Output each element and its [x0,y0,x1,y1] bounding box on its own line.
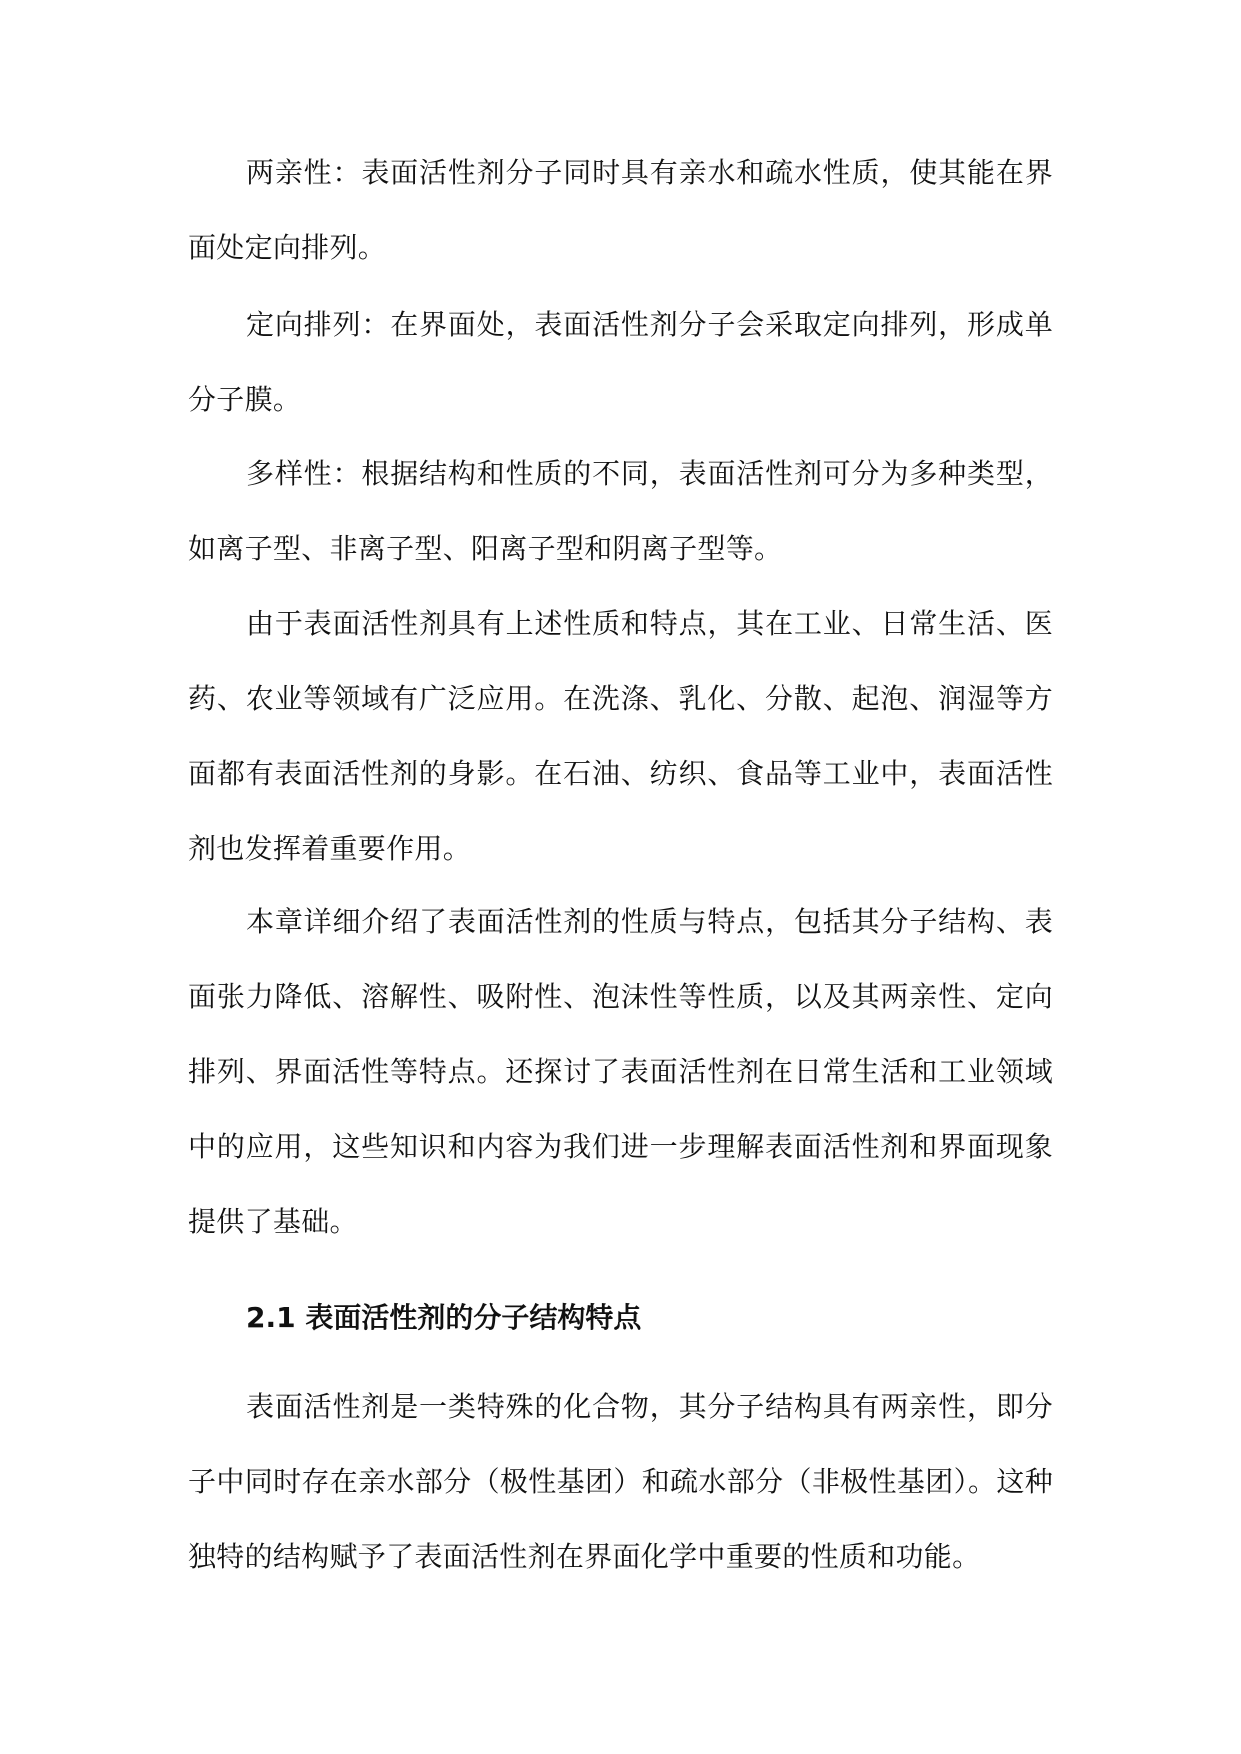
section-heading: 2.1 表面活性剂的分子结构特点 [246,1301,642,1334]
paragraph-applications: 由于表面活性剂具有上述性质和特点，其在工业、日常生活、医药、农业等领域有广泛应用。在洗涤、乳化、分散、起泡、润湿等方面都有表面活性剂的身影。在石油、纺织、食品等工业中，表面活性剂也发挥着重要作用。 [188,607,1053,865]
paragraph-diversity: 多样性：根据结构和性质的不同，表面活性剂可分为多种类型，如离子型、非离子型、阳离子型和阴离子型等。 [188,457,1053,565]
paragraph-orientation: 定向排列：在界面处，表面活性剂分子会采取定向排列，形成单分子膜。 [188,308,1053,416]
paragraph-amphiphilicity: 两亲性：表面活性剂分子同时具有亲水和疏水性质，使其能在界面处定向排列。 [188,156,1053,264]
paragraph-molecular-structure: 表面活性剂是一类特殊的化合物，其分子结构具有两亲性，即分子中同时存在亲水部分（极性基团）和疏水部分（非极性基团）。这种独特的结构赋予了表面活性剂在界面化学中重要的性质和功能。 [188,1390,1053,1573]
paragraph-chapter-summary: 本章详细介绍了表面活性剂的性质与特点，包括其分子结构、表面张力降低、溶解性、吸附性、泡沫性等性质，以及其两亲性、定向排列、界面活性等特点。还探讨了表面活性剂在日常生活和工业领域中的应用，这些知识和内容为我们进一步理解表面活性剂和界面现象提供了基础。 [188,905,1053,1238]
